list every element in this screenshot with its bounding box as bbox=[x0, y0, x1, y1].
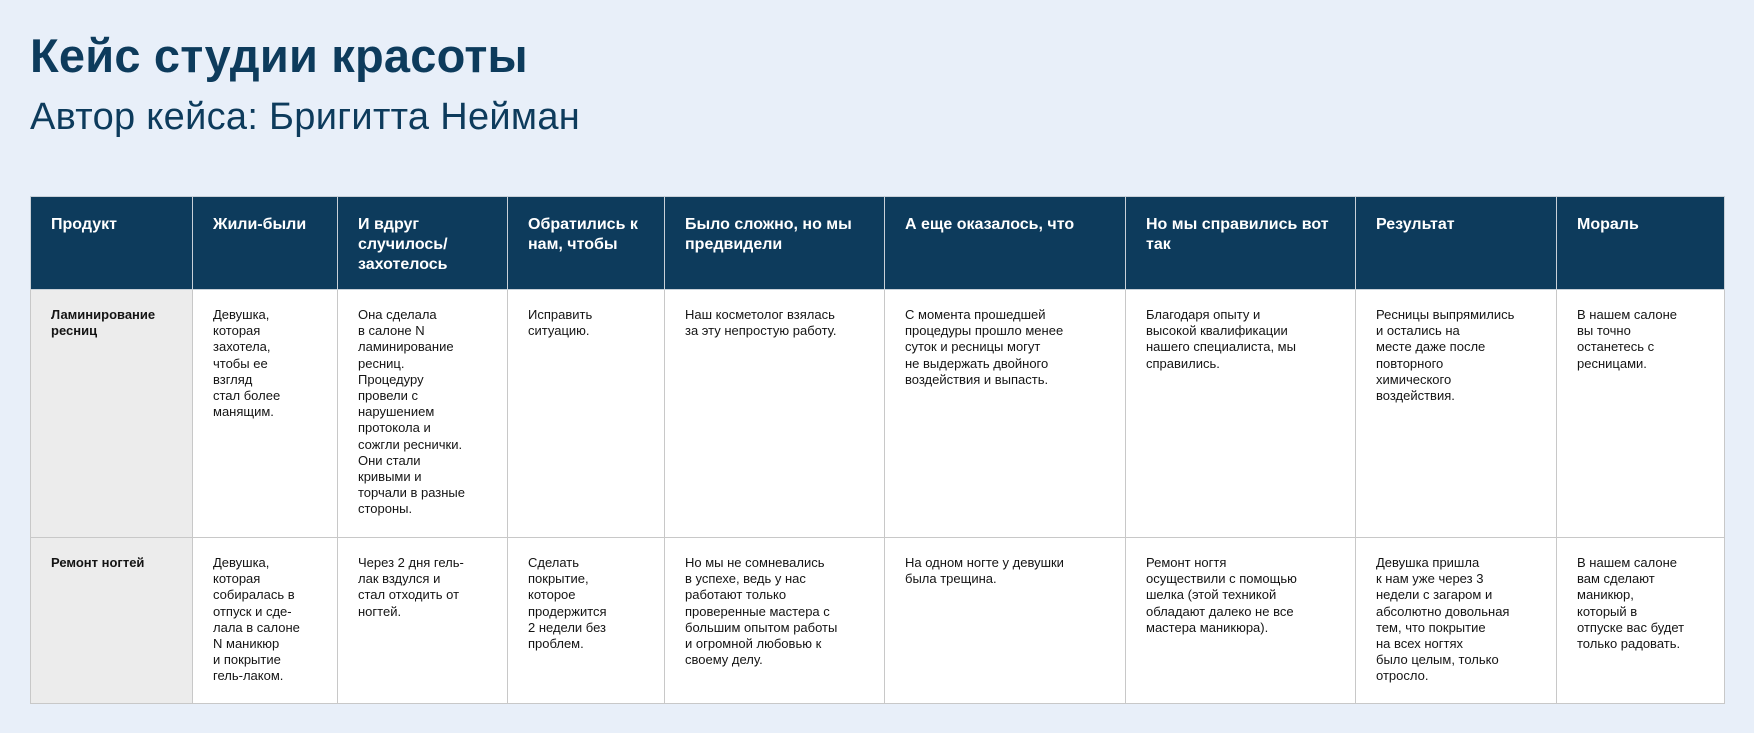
table-cell: Девушка, которая собиралась в отпуск и сде- лала в салоне N маникюр и покрытие гель-лаком. bbox=[193, 538, 338, 704]
column-header-result: Результат bbox=[1356, 197, 1557, 290]
column-header-once-upon: Жили-были bbox=[193, 197, 338, 290]
table-row bbox=[31, 538, 1725, 704]
table-cell: Ресницы выпрямились и остались на месте даже после повторного химического воздействия. bbox=[1356, 290, 1557, 538]
table-cell: Сделать покрытие, которое продержится 2 недели без проблем. bbox=[508, 538, 665, 704]
page-title: Кейс студии красоты bbox=[30, 29, 528, 82]
table-cell: В нашем салоне вам сделают маникюр, который в отпуске вас будет только радовать. bbox=[1557, 538, 1725, 704]
case-author: Автор кейса: Бригитта Нейман bbox=[30, 96, 581, 138]
case-table bbox=[30, 196, 1725, 704]
table-cell: Через 2 дня гель- лак вздулся и стал отходить от ногтей. bbox=[338, 538, 508, 704]
table-cell: Наш косметолог взялась за эту непростую работу. bbox=[665, 290, 885, 538]
column-header-also: А еще оказалось, что bbox=[885, 197, 1126, 290]
column-header-request: Обратились к нам, чтобы bbox=[508, 197, 665, 290]
table-cell: Девушка, которая захотела, чтобы ее взгляд стал более манящим. bbox=[193, 290, 338, 538]
column-header-suddenly: И вдруг случилось/ захотелось bbox=[338, 197, 508, 290]
product-cell: Ламинирование ресниц bbox=[31, 290, 193, 538]
table-cell: Девушка пришла к нам уже через 3 недели с загаром и абсолютно довольная тем, что покрытие на всех ногтях было целым, только отросло. bbox=[1356, 538, 1557, 704]
table-cell: Но мы не сомневались в успехе, ведь у нас работают только проверенные мастера с большим опытом работы и огромной любовью к своему делу. bbox=[665, 538, 885, 704]
product-cell: Ремонт ногтей bbox=[31, 538, 193, 704]
table-cell: В нашем салоне вы точно останетесь с ресницами. bbox=[1557, 290, 1725, 538]
table-header-row bbox=[31, 197, 1725, 290]
column-header-difficulty: Было сложно, но мы предвидели bbox=[665, 197, 885, 290]
table-cell: С момента прошедшей процедуры прошло менее суток и ресницы могут не выдержать двойного воздействия и выпасть. bbox=[885, 290, 1126, 538]
column-header-product: Продукт bbox=[31, 197, 193, 290]
table-row bbox=[31, 290, 1725, 538]
table-cell: Она сделала в салоне N ламинирование ресниц. Процедуру провели с нарушением протокола и сожгли реснички. Они стали кривыми и торчали в разные стороны. bbox=[338, 290, 508, 538]
table-cell: Ремонт ногтя осуществили с помощью шелка (этой техникой обладают далеко не все мастера маникюра). bbox=[1126, 538, 1356, 704]
column-header-moral: Мораль bbox=[1557, 197, 1725, 290]
column-header-solution: Но мы справились вот так bbox=[1126, 197, 1356, 290]
table-cell: Исправить ситуацию. bbox=[508, 290, 665, 538]
table-cell: На одном ногте у девушки была трещина. bbox=[885, 538, 1126, 704]
table-cell: Благодаря опыту и высокой квалификации нашего специалиста, мы справились. bbox=[1126, 290, 1356, 538]
